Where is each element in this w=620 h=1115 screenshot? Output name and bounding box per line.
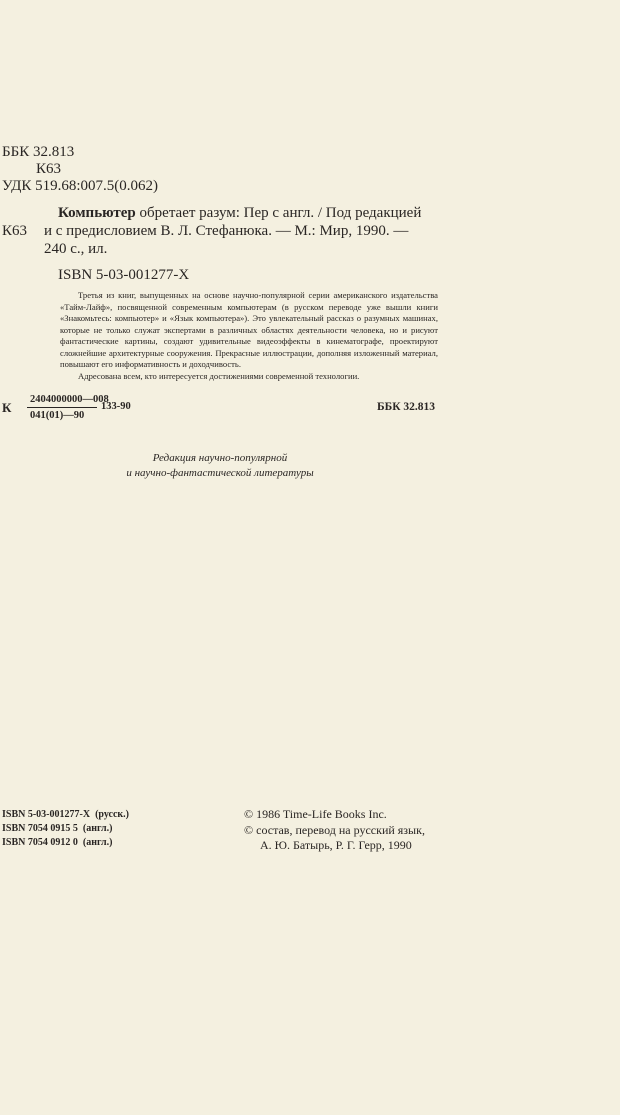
editorial-line-1: Редакция научно-популярной bbox=[152, 452, 288, 464]
copyright-line-2: © состав, перевод на русский язык, bbox=[244, 822, 425, 837]
isbn-list bbox=[2, 808, 129, 850]
isbn-number: ISBN 7054 0915 5 bbox=[2, 823, 78, 834]
bib-line-1 bbox=[58, 203, 421, 223]
isbn-main: ISBN 5-03-001277-X bbox=[58, 267, 190, 283]
book-title: Компьютер bbox=[58, 205, 136, 221]
copyright-line-3: А. Ю. Батырь, Р. Г. Герр, 1990 bbox=[260, 838, 412, 852]
udk-code: УДК 519.68:007.5(0.062) bbox=[2, 178, 158, 194]
author-mark: К63 bbox=[36, 161, 62, 177]
bib-line-3: 240 с., ил. bbox=[44, 241, 108, 257]
isbn-row bbox=[2, 836, 129, 850]
catalog-bbk: ББК 32.813 bbox=[377, 401, 436, 413]
catalog-letter: К bbox=[2, 400, 12, 415]
isbn-row bbox=[2, 822, 129, 836]
copyright-line-1: © 1986 Time-Life Books Inc. bbox=[244, 807, 387, 821]
annotation-paragraph-2: Адресована всем, кто интересуется достижениями современной технологии. bbox=[78, 370, 360, 381]
isbn-note: (англ.) bbox=[82, 837, 113, 848]
annotation-paragraph-1: Третья из книг, выпущенных на основе научно-популярной серии американского издательства «Тайм-Лайф», посвященной современным компьютерам (в русском переводе уже вышли книги «Знакомьтесь: компьютер» и «Язык компьютера»). Это увлекательный рассказ о разумных машинах, которые не только служат экспертами в различных областях деятельности человека, но и рисуют фантастические картины, создают удивительные видеоэффекты в кинематографе, проектируют сложнейшие архитектурные сооружения. Прекрасные иллюстрации, дополняя изложенный материал, повышают его информативность и доходчивость. bbox=[60, 290, 438, 369]
editorial-office bbox=[110, 451, 330, 481]
isbn-row bbox=[2, 808, 129, 822]
catalog-denominator: 041(01)—90 bbox=[30, 410, 85, 421]
isbn-number: ISBN 5-03-001277-X bbox=[2, 809, 91, 820]
isbn-note: (англ.) bbox=[82, 823, 113, 834]
bib-line-2: и с предисловием В. Л. Стефанюка. — М.: Мир, 1990. — bbox=[44, 223, 409, 239]
catalog-numerator: 2404000000—008 bbox=[30, 394, 109, 405]
fraction-bar bbox=[27, 407, 97, 408]
isbn-number: ISBN 7054 0912 0 bbox=[2, 837, 78, 848]
bib-line-1-rest: обретает разум: Пер с англ. / Под редакцией bbox=[139, 205, 422, 221]
bbk-code: ББК 32.813 bbox=[2, 144, 75, 160]
bib-mark: К63 bbox=[2, 223, 28, 239]
editorial-line-2: и научно-фантастической литературы bbox=[126, 467, 314, 479]
isbn-note: (русск.) bbox=[95, 809, 129, 820]
catalog-code: 133-90 bbox=[101, 401, 131, 412]
copyright-block bbox=[244, 807, 425, 854]
annotation bbox=[60, 290, 438, 382]
